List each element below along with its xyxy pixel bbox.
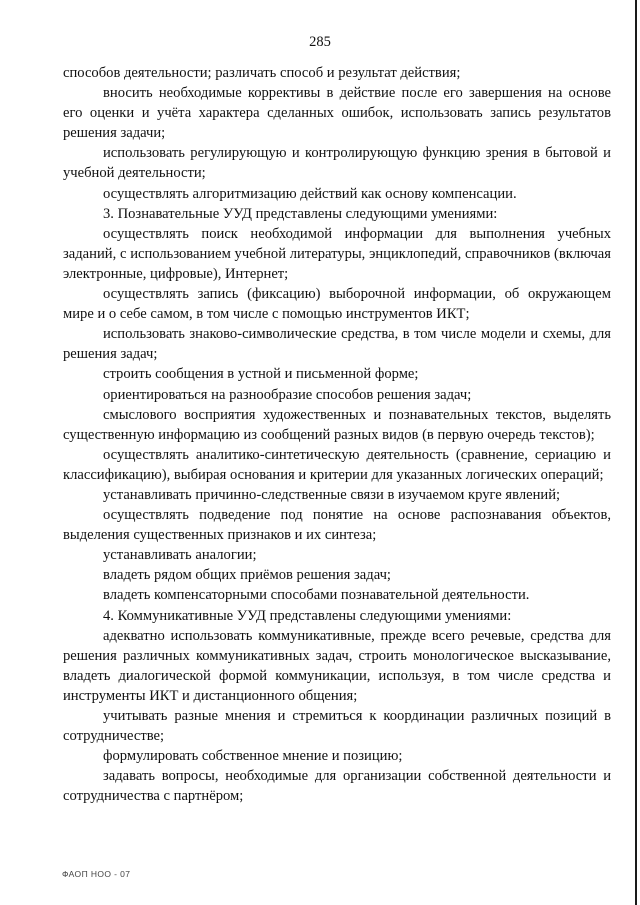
paragraph: осуществлять запись (фиксацию) выборочной информации, об окружающем мире и о себе самом, в том числе с помощью инструментов ИКТ; (63, 286, 611, 323)
paragraph: осуществлять подведение под понятие на основе распознавания объектов, выделения существенных признаков и их синтеза; (63, 507, 611, 544)
page-footer: ФАОП НОО - 07 (62, 869, 131, 879)
page-number: 285 (309, 34, 331, 50)
paragraph: смыслового восприятия художественных и познавательных текстов, выделять существенную информацию из сообщений разных видов (в первую очередь текстов); (63, 406, 611, 443)
paragraph: осуществлять аналитико-синтетическую деятельность (сравнение, сериацию и классификацию), выбирая основания и критерии для указанных логических операций; (63, 446, 611, 483)
paragraph: 4. Коммуникативные УУД представлены следующими умениями: (103, 607, 512, 624)
paragraph: учитывать разные мнения и стремиться к координации различных позиций в сотрудничестве; (63, 708, 611, 745)
paragraph: адекватно использовать коммуникативные, прежде всего речевые, средства для решения различных коммуникативных задач, строить монологическое высказывание, владеть диалогической формой коммуникации, используя, в том числе средства и инструменты ИКТ и дистанционного общения; (63, 627, 611, 704)
paragraph: осуществлять поиск необходимой информации для выполнения учебных заданий, с использованием учебной литературы, энциклопедий, справочников (включая электронные, цифровые), Интернет; (63, 225, 611, 282)
paragraph: владеть компенсаторными способами познавательной деятельности. (103, 587, 530, 604)
paragraph: владеть рядом общих приёмов решения задач; (103, 567, 391, 584)
paragraph: использовать знаково-символические средства, в том числе модели и схемы, для решения задач; (63, 326, 611, 363)
document-body (63, 63, 611, 806)
paragraph: формулировать собственное мнение и позицию; (103, 748, 403, 765)
paragraph: 3. Познавательные УУД представлены следующими умениями: (103, 205, 498, 222)
paragraph: устанавливать аналогии; (103, 547, 257, 564)
paragraph: ориентироваться на разнообразие способов решения задач; (103, 386, 472, 403)
paragraph: осуществлять алгоритмизацию действий как основу компенсации. (103, 185, 517, 202)
paragraph: вносить необходимые коррективы в действие после его завершения на основе его оценки и учёта характера сделанных ошибок, использовать запись результатов решения задачи; (63, 85, 611, 142)
paragraph: способов деятельности; различать способ и результат действия; (63, 65, 461, 81)
page-edge-line (635, 0, 637, 905)
paragraph: задавать вопросы, необходимые для организации собственной деятельности и сотрудничества с партнёром; (63, 768, 611, 805)
paragraph: строить сообщения в устной и письменной форме; (103, 366, 419, 383)
paragraph: использовать регулирующую и контролирующую функцию зрения в бытовой и учебной деятельности; (63, 145, 611, 182)
paragraph: устанавливать причинно-следственные связи в изучаемом круге явлений; (103, 486, 561, 503)
